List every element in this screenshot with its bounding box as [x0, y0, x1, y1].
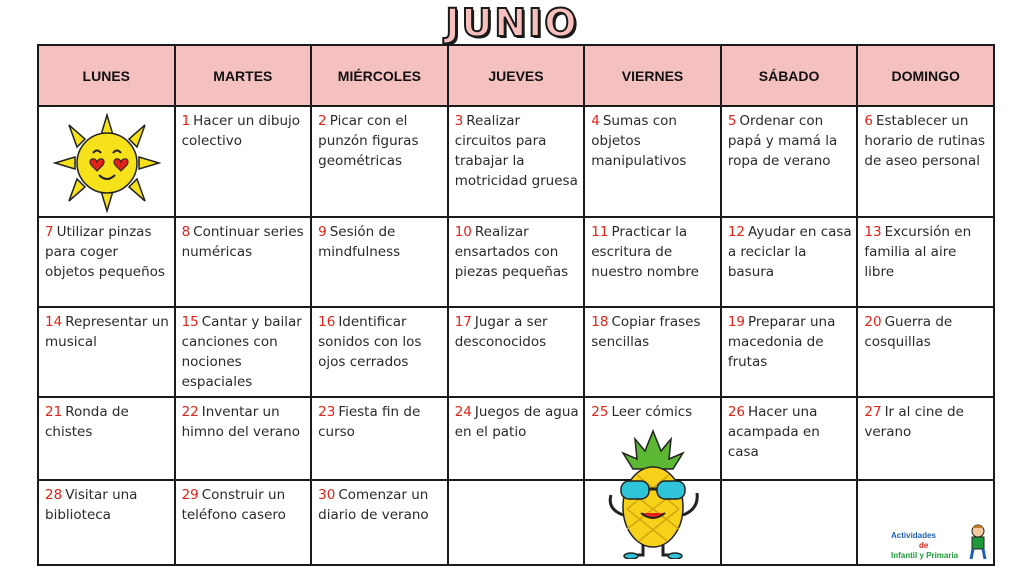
day-number: 25 [591, 404, 609, 420]
day-cell [311, 480, 448, 565]
weekday-header: DOMINGO [857, 45, 994, 106]
day-number: 28 [45, 487, 63, 503]
weekday-header: JUEVES [448, 45, 585, 106]
day-cell [448, 307, 585, 397]
week-row [38, 106, 994, 217]
weekday-header: VIERNES [584, 45, 721, 106]
activity-text: Ordenar con papá y mamá la ropa de verano [727, 113, 838, 169]
logo-line-1: Actividades [891, 531, 936, 540]
day-cell [311, 106, 448, 217]
activity-text: Sumas con objetos manipulativos [591, 113, 687, 169]
logo-cell [857, 480, 994, 565]
day-cell [38, 480, 175, 565]
day-number: 16 [318, 314, 336, 330]
day-number: 24 [454, 404, 472, 420]
activity-text: Identificar sonidos con los ojos cerrados [318, 314, 422, 370]
activity-text: Realizar circuitos para trabajar la motricidad gruesa [454, 113, 578, 189]
day-cell [857, 106, 994, 217]
weekday-header: LUNES [38, 45, 175, 106]
week-row [38, 217, 994, 307]
weekday-header: MIÉRCOLES [311, 45, 448, 106]
activity-text: Cantar y bailar canciones con nociones espaciales [181, 314, 302, 390]
day-cell [584, 106, 721, 217]
kid-mascot-icon [967, 524, 989, 560]
day-number: 15 [181, 314, 199, 330]
activity-text: Copiar frases sencillas [591, 314, 701, 350]
day-number: 3 [454, 113, 464, 129]
month-title: JUNIO [445, 1, 579, 45]
activity-text: Comenzar un diario de verano [318, 487, 429, 523]
day-cell [38, 217, 175, 307]
day-number: 18 [591, 314, 609, 330]
day-number: 12 [727, 224, 745, 240]
activity-text: Practicar la escritura de nuestro nombre [591, 224, 699, 280]
empty-cell [448, 480, 585, 565]
site-logo [889, 522, 989, 562]
empty-cell [721, 480, 858, 565]
calendar-table [37, 44, 995, 566]
activity-text: Sesión de mindfulness [318, 224, 401, 260]
day-number: 22 [181, 404, 199, 420]
day-number: 9 [318, 224, 327, 240]
day-cell [311, 307, 448, 397]
activity-text: Construir un teléfono casero [181, 487, 286, 523]
day-number: 8 [181, 224, 191, 240]
day-number: 2 [318, 113, 327, 129]
day-cell [175, 397, 312, 480]
day-number: 4 [591, 113, 600, 129]
day-cell [311, 397, 448, 480]
day-number: 6 [864, 113, 873, 129]
activity-text: Fiesta fin de curso [318, 404, 421, 440]
day-number: 11 [591, 224, 609, 240]
day-number: 29 [181, 487, 199, 503]
weekday-header: MARTES [175, 45, 312, 106]
day-cell [584, 217, 721, 307]
activity-text: Jugar a ser desconocidos [454, 314, 548, 350]
day-number: 30 [318, 487, 336, 503]
day-number: 7 [45, 224, 54, 240]
activity-text: Inventar un himno del verano [181, 404, 300, 440]
activity-text: Continuar series numéricas [181, 224, 304, 260]
day-cell [38, 307, 175, 397]
activity-text: Ayudar en casa a reciclar la basura [727, 224, 852, 280]
day-number: 5 [727, 113, 737, 129]
day-cell [311, 217, 448, 307]
activity-text: Juegos de agua en el patio [454, 404, 579, 440]
day-cell [448, 106, 585, 217]
smiling-sun-icon [51, 113, 163, 213]
day-number: 13 [864, 224, 882, 240]
pineapple-sunglasses-icon [593, 429, 713, 559]
day-number: 14 [45, 314, 63, 330]
weekday-header: SÁBADO [721, 45, 858, 106]
activity-text: Hacer una acampada en casa [727, 404, 820, 460]
activity-text: Visitar una biblioteca [45, 487, 138, 523]
activity-text: Ronda de chistes [45, 404, 129, 440]
day-cell [721, 217, 858, 307]
activity-text: Establecer un horario de rutinas de aseo personal [864, 113, 986, 169]
day-cell [857, 307, 994, 397]
day-cell [584, 307, 721, 397]
activity-text: Hacer un dibujo colectivo [181, 113, 301, 149]
activity-text: Preparar una macedonia de frutas [727, 314, 836, 370]
day-cell [175, 480, 312, 565]
day-cell [175, 106, 312, 217]
week-row [38, 307, 994, 397]
week-row [38, 397, 994, 480]
activity-text: Leer cómics [611, 404, 693, 420]
day-cell [448, 217, 585, 307]
day-cell [175, 307, 312, 397]
activity-text: Realizar ensartados con piezas pequeñas [454, 224, 569, 280]
activity-text: Excursión en familia al aire libre [864, 224, 972, 280]
activity-text: Representar un musical [45, 314, 169, 350]
day-cell [721, 397, 858, 480]
day-cell [175, 217, 312, 307]
sun-cell [38, 106, 175, 217]
day-cell [721, 307, 858, 397]
day-cell [857, 217, 994, 307]
activity-text: Utilizar pinzas para coger objetos pequeños [45, 224, 165, 280]
day-cell [448, 397, 585, 480]
day-number: 20 [864, 314, 882, 330]
activity-text: Guerra de cosquillas [864, 314, 953, 350]
day-cell [721, 106, 858, 217]
day-number: 1 [181, 113, 191, 129]
day-number: 17 [454, 314, 472, 330]
day-number: 19 [727, 314, 745, 330]
day-number: 27 [864, 404, 882, 420]
day-number: 10 [454, 224, 472, 240]
day-cell [857, 397, 994, 480]
day-number: 26 [727, 404, 745, 420]
day-cell [38, 397, 175, 480]
logo-line-2: de [919, 541, 929, 550]
activity-text: Picar con el punzón figuras geométricas [318, 113, 419, 169]
weekday-header-row [38, 45, 994, 106]
activity-text: Ir al cine de verano [864, 404, 964, 440]
day-number: 21 [45, 404, 63, 420]
pineapple-cell [584, 480, 721, 565]
logo-line-3: Infantil y Primaria [891, 551, 959, 560]
week-row [38, 480, 994, 565]
day-number: 23 [318, 404, 336, 420]
